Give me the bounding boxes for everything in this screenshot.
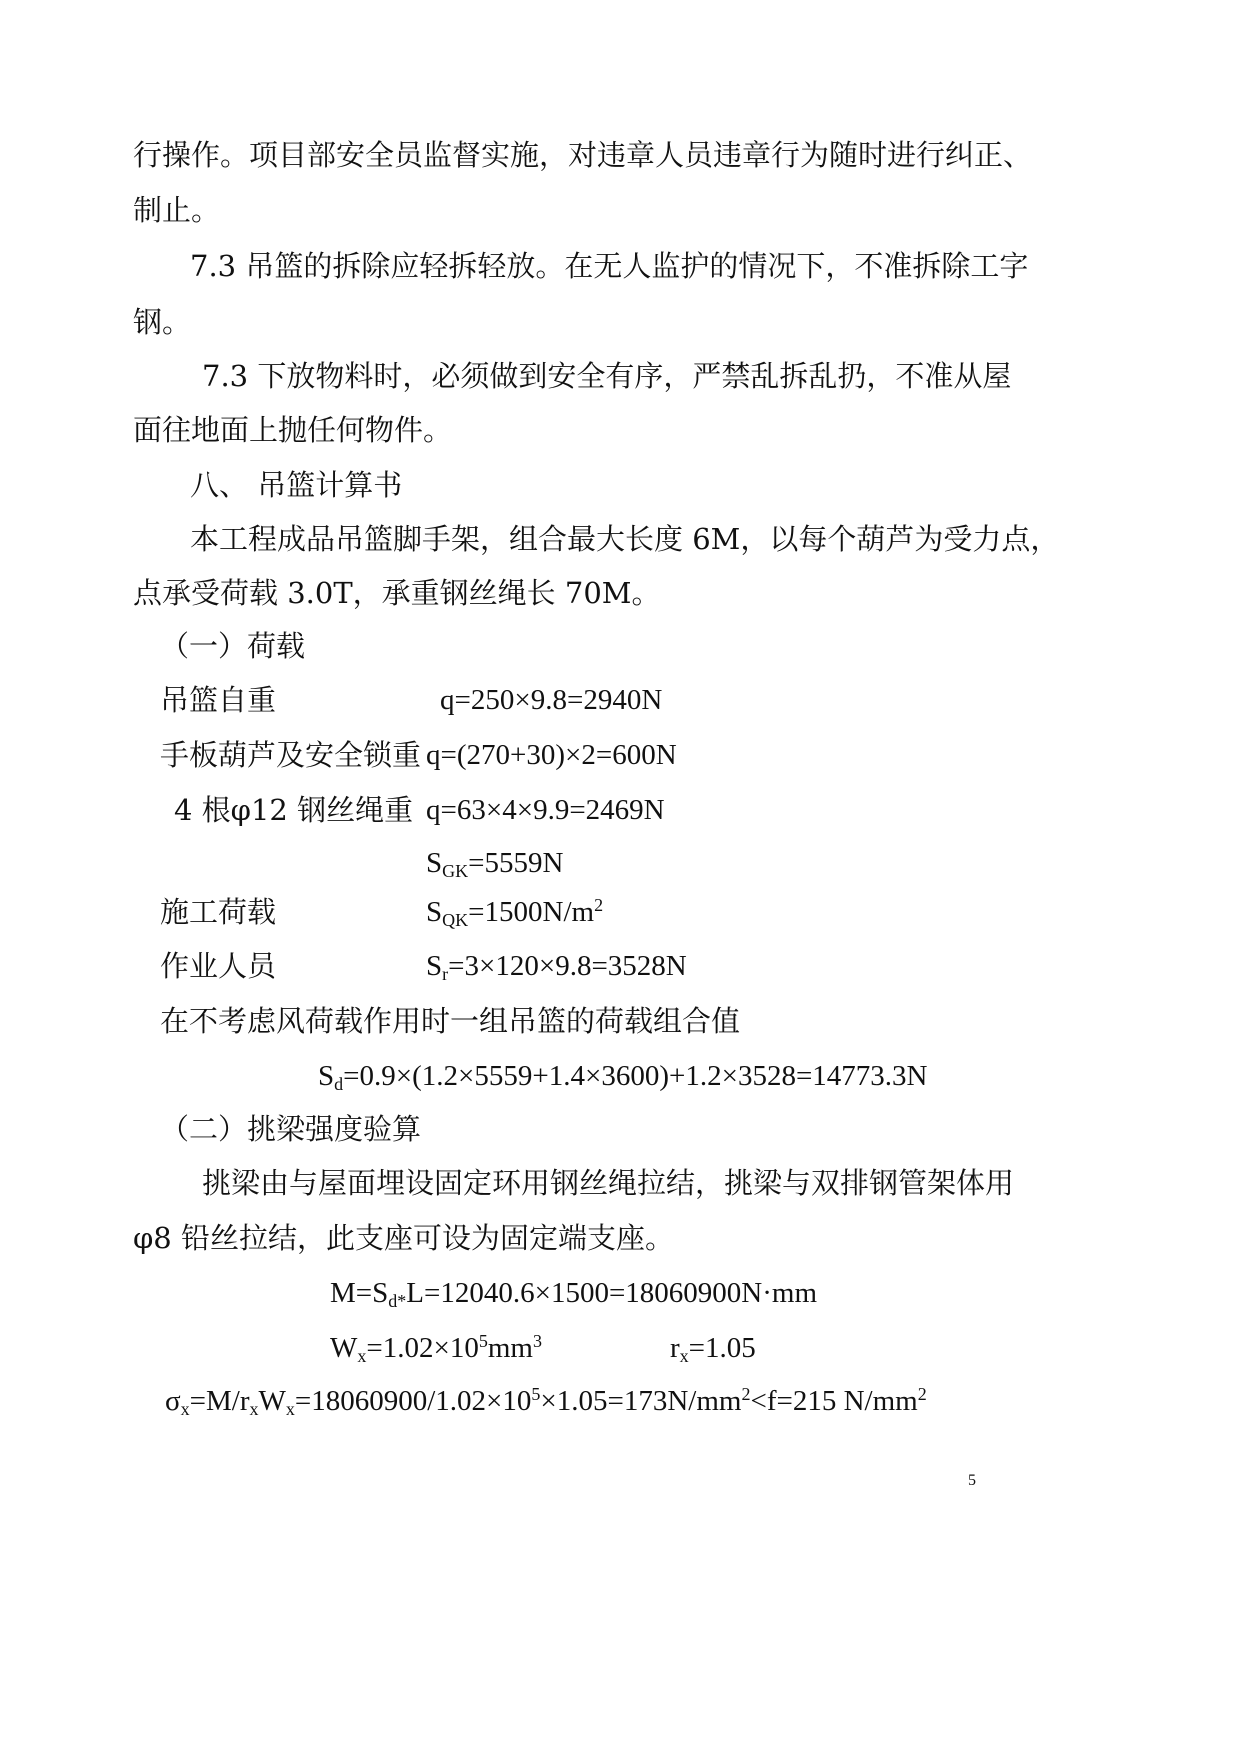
- sr-formula: $S_r=3\times 120\times 9.8=3528N$: [426, 950, 687, 984]
- subsection-1-heading: （一）荷载: [160, 629, 306, 663]
- section-heading: 八、 吊篮计算书: [190, 468, 403, 502]
- hoist-weight-formula: q=(270+30)×2=600N: [426, 739, 677, 771]
- rx-formula: $r_x=1.05$: [670, 1332, 756, 1366]
- self-weight-formula: q=250×9.8=2940N: [440, 684, 663, 716]
- sgk-formula: $S_{GK}=5559N$: [426, 847, 564, 881]
- para-3-line-1: 7.3 下放物料时，必须做到安全有序，严禁乱拆乱扔，不准从屋: [202, 359, 1012, 393]
- para-5-line-2: φ8 铅丝拉结，此支座可设为固定端支座。: [133, 1221, 674, 1255]
- self-weight-label: 吊篮自重: [160, 683, 277, 717]
- rope-weight-formula: q=63×4×9.9=2469N: [426, 794, 665, 826]
- stress-formula: $\sigma_x=M/r_xW_x=18060900/1.02\times 10^5\times 1.05=173N/mm^2<f=215$ $N/mm^2$: [165, 1384, 927, 1419]
- construction-load-label: 施工荷载: [160, 895, 277, 929]
- para-5-line-1: 挑梁由与屋面埋设固定环用钢丝绳拉结，挑梁与双排钢管架体用: [202, 1166, 1015, 1200]
- para-1-line-1: 行操作。项目部安全员监督实施，对违章人员违章行为随时进行纠正、: [133, 138, 1033, 172]
- sd-formula: $S_d=0.9\times(1.2\times 5559+1.4\times 3600)+1.2\times 3528=14773.3N$: [318, 1060, 928, 1094]
- para-4-line-1: 本工程成品吊篮脚手架，组合最大长度 6M，以每个葫芦为受力点，: [190, 522, 1060, 556]
- workers-label: 作业人员: [160, 949, 277, 983]
- para-3-line-2: 面往地面上抛任何物件。: [133, 413, 453, 447]
- page-number: 5: [968, 1472, 976, 1489]
- moment-formula: $M=S_{d*}L=12040.6\times 1500=18060900N\cdot mm$: [330, 1277, 818, 1311]
- para-2-line-2: 钢。: [133, 305, 192, 339]
- hoist-weight-label: 手板葫芦及安全锁重: [160, 738, 422, 772]
- combination-intro: 在不考虑风荷载作用时一组吊篮的荷载组合值: [160, 1004, 741, 1038]
- rope-weight-label: 4 根φ12 钢丝绳重: [174, 793, 414, 827]
- sqk-formula: $S_{QK}=1500N/m^2$: [426, 895, 604, 930]
- para-2-line-1: 7.3 吊篮的拆除应轻拆轻放。在无人监护的情况下，不准拆除工字: [190, 249, 1029, 283]
- para-1-line-2: 制止。: [133, 193, 221, 227]
- subsection-2-heading: （二）挑梁强度验算: [160, 1112, 422, 1146]
- para-4-line-2: 点承受荷载 3.0T，承重钢丝绳长 70M。: [133, 576, 661, 610]
- wx-formula: $W_x=1.02\times 10^5mm^3$: [330, 1331, 542, 1366]
